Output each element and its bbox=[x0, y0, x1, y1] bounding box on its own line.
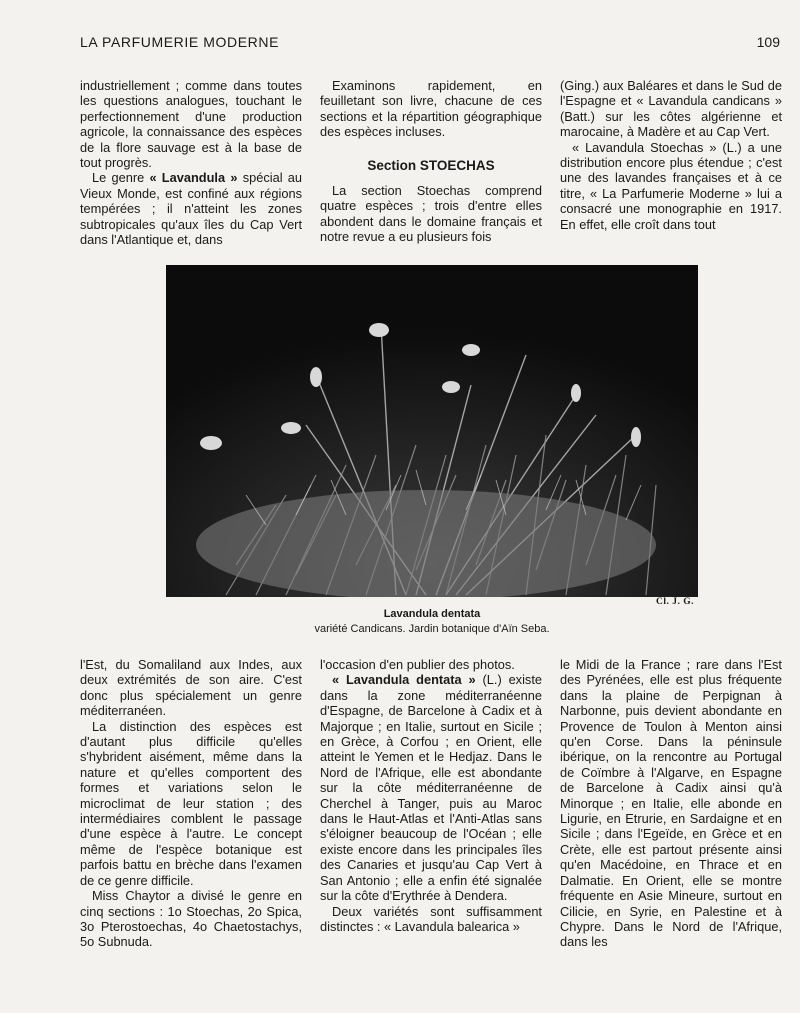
bottom-column-1 bbox=[80, 657, 302, 953]
paragraph: (Ging.) aux Baléares et dans le Sud de l'Espagne et « Lavandula candicans » (Batt.) sur les côtes algérienne et marocaine, à Madère et au Cap Vert. bbox=[560, 78, 782, 140]
bottom-column-3 bbox=[560, 657, 782, 953]
paragraph-genre bbox=[80, 170, 302, 247]
bold-term: « Lavandula » bbox=[149, 170, 238, 186]
lavender-plant-illustration bbox=[166, 265, 698, 597]
page-header bbox=[80, 34, 780, 54]
top-column-3 bbox=[560, 78, 782, 248]
bold-term: « Lavandula dentata » bbox=[332, 672, 476, 688]
text-run: (L.) existe dans la zone méditerranéenne d'Espagne, de Barcelone à Cadix et à Majorque ; en Italie, surtout en Sicile ; en Grèce, à Corfou ; en Orient, elle atteint le Yemen et le Hedjaz. Dans le Nord de l'Afrique, elle est abondante sur la côte méditerranéenne de Cherchel à Tanger, puis au Maroc dans le Haut-Atlas et l'Anti-Atlas sans s'éloigner beaucoup de l'Océan ; elle existe encore dans les principales îles des Canaries et jusqu'au Cap Vert à San Antonio ; elle a enfin été signalée sur la côte d'Erythrée à Dendera. bbox=[320, 672, 542, 904]
paragraph: Deux variétés sont suffisamment distinctes : « Lavandula balearica » bbox=[320, 903, 542, 934]
paragraph: La distinction des espèces est d'autant plus difficile qu'elles s'hybrident aisément, même dans la nature et qu'elles comportent des formes et variations selon le microclimat de leur station ; des intermédiaires comblent le passage d'une espèce à l'autre. Le concept même de l'espèce botanique est parfois battu en brèche dans l'examen de ce genre difficile. bbox=[80, 718, 302, 888]
text-run: spécial au Vieux Monde, est confiné aux régions tempérées ; il n'atteint les zones subtropicales qu'aux îles du Cap Vert dans l'Atlantique et, dans bbox=[80, 170, 302, 248]
running-title: LA PARFUMERIE MODERNE bbox=[80, 34, 280, 50]
section-heading: Section STOECHAS bbox=[367, 157, 495, 173]
photo-credit: Cl. J. G. bbox=[655, 597, 694, 607]
paragraph: l'Est, du Somaliland aux Indes, aux deux extrémités de son aire. C'est donc plus spécialement un genre méditerranéen. bbox=[80, 657, 302, 719]
page-number: 109 bbox=[756, 34, 780, 50]
paragraph: l'occasion d'en publier des photos. bbox=[320, 657, 515, 672]
paragraph: industriellement ; comme dans toutes les questions analogues, touchant le perfectionnement d'une production agricole, la connaissance des espèces de la flore sauvage est à la base de tout progrès. bbox=[80, 78, 302, 171]
figure-caption bbox=[166, 607, 698, 637]
top-column-2 bbox=[320, 78, 542, 248]
paragraph: Miss Chaytor a divisé le genre en cinq sections : 1o Stoechas, 2o Spica, 3o Pterostoechas, 4o Chaetostachys, 5o Subnuda. bbox=[80, 888, 302, 950]
paragraph: « Lavandula Stoechas » (L.) a une distribution encore plus étendue ; c'est une des lavandes françaises et à ce titre, « La Parfumerie Moderne » lui a consacré une monographie en 1917. En effet, elle croît dans tout bbox=[560, 139, 782, 232]
paragraph: Examinons rapidement, en feuilletant son livre, chacune de ces sections et la répartition géographique des espèces incluses. bbox=[320, 78, 542, 140]
paragraph: le Midi de la France ; rare dans l'Est des Pyrénées, elle est plus fréquente dans la plaine de Perpignan à Narbonne, puis devient abondante en Provence de Toulon à Menton ainsi qu'en Corse. Dans la péninsule ibérique, on la rencontre au Portugal de Coïmbre à l'Algarve, en Espagne de Barcelone à Cadix ainsi qu'à Minorque ; en Italie, elle abonde en Ligurie, en Etrurie, en Sardaigne et en Sicile ; dans l'Egeïde, en Grèce et en Crète, elle est partout présente ainsi qu'en Macédoine, en Thrace et en Dalmatie. En Orient, elle se montre fréquente en Asie Mineure, surtout en Cilicie, en Syrie, en Palestine et à Chypre. Dans le Nord de l'Afrique, dans les bbox=[560, 657, 782, 950]
caption-text: variété Candicans. Jardin botanique d'Aïn Seba. bbox=[314, 623, 550, 635]
lavender-photograph bbox=[166, 265, 698, 597]
caption-title: Lavandula dentata bbox=[383, 608, 481, 620]
text-run: Le genre bbox=[92, 170, 150, 186]
paragraph: La section Stoechas comprend quatre espèces ; trois d'entre elles abondent dans le domaine français et notre revue a eu plusieurs fois bbox=[320, 183, 542, 245]
top-column-1 bbox=[80, 78, 302, 248]
paragraph-dentata bbox=[320, 672, 542, 903]
bottom-column-2 bbox=[320, 657, 542, 953]
